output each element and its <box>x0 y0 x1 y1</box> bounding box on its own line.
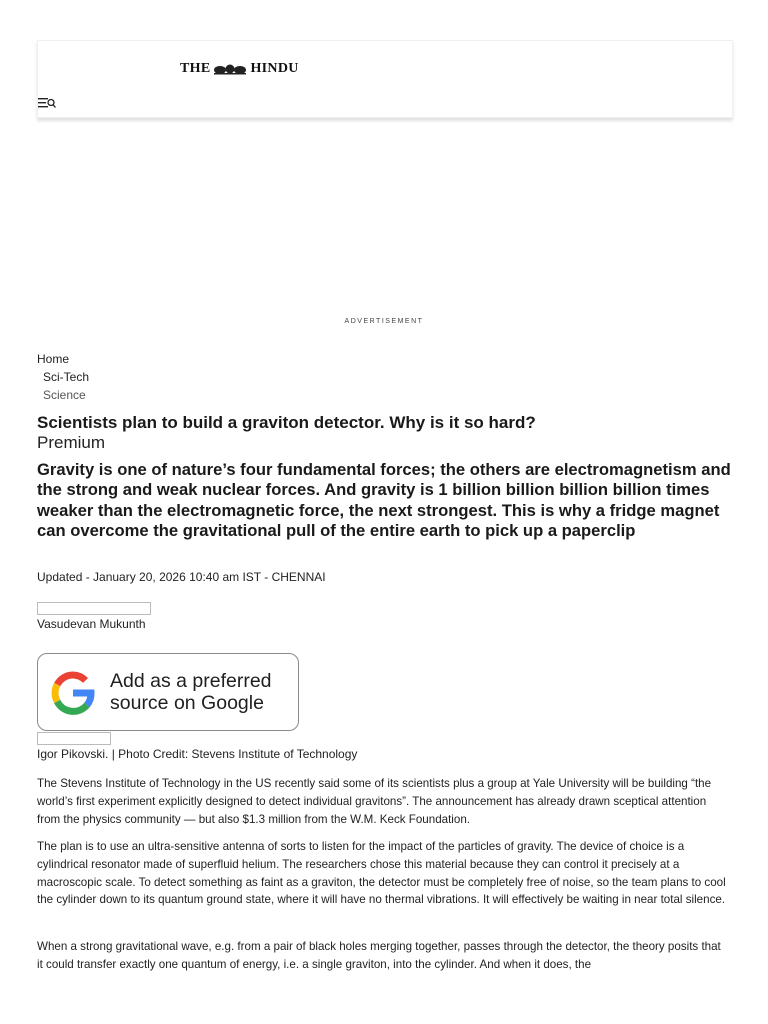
article-title: Scientists plan to build a graviton detector. Why is it so hard? <box>37 413 536 432</box>
article-summary: Gravity is one of nature’s four fundamental forces; the others are electromagnetism and the strong and weak nuclear forces. And gravity is 1 billion billion billion billion times weaker than the electromagnetic force, the next strongest. This is why a fridge magnet can overcome the gravitational pull of the entire earth to pick up a paperclip <box>37 460 731 541</box>
menu-search-button[interactable] <box>38 97 56 109</box>
google-button-label: Add as a preferred source on Google <box>110 670 272 714</box>
breadcrumb <box>37 350 89 404</box>
article-paragraph: The plan is to use an ultra-sensitive antenna of sorts to listen for the impact of the particles of gravity. The device of choice is a cylindrical resonator made of superfluid helium. The researchers chose this material because they can control it precisely at a macroscopic scale. To detect something as faint as a graviton, the detector must be completely free of noise, so the team plans to cool the cylinder down to its quantum ground state, where it will have no thermal vibrations. It will effectively be waiting in near total silence. <box>37 840 726 907</box>
emblem-icon <box>212 63 248 75</box>
logo-text-hindu: HINDU <box>250 61 299 76</box>
author-name[interactable]: Vasudevan Mukunth <box>37 617 146 631</box>
photo-placeholder <box>37 732 111 745</box>
advertisement-label: ADVERTISEMENT <box>344 318 424 325</box>
menu-icon <box>38 97 56 109</box>
author-image-placeholder <box>37 602 151 615</box>
breadcrumb-home[interactable]: Home <box>37 352 70 366</box>
breadcrumb-science[interactable]: Science <box>43 388 86 402</box>
photo-caption: Igor Pikovski. | Photo Credit: Stevens Institute of Technology <box>37 747 358 761</box>
site-logo[interactable] <box>180 61 299 77</box>
article-paragraph: When a strong gravitational wave, e.g. from a pair of black holes merging together, passes through the detector, the theory posits that it could transfer exactly one quantum of energy, i.e. a single graviton, into the cylinder. And when it does, the <box>37 940 721 971</box>
premium-badge: Premium <box>37 433 106 452</box>
google-g-icon <box>51 671 95 715</box>
breadcrumb-sci-tech[interactable]: Sci-Tech <box>43 370 90 384</box>
search-icon <box>48 100 56 108</box>
article-paragraph: The Stevens Institute of Technology in the US recently said some of its scientists plus a group at Yale University will be building “the world’s first experiment explicitly designed to detect individual gravitons”. The announcement has already drawn sceptical attention from the physics community — but also $1.3 million from the W.M. Keck Foundation. <box>37 777 712 826</box>
logo-text-the: THE <box>180 61 211 76</box>
add-preferred-source-google-button[interactable] <box>37 653 299 731</box>
updated-timestamp: Updated - January 20, 2026 10:40 am IST - CHENNAI <box>37 570 326 584</box>
site-header <box>37 40 733 118</box>
